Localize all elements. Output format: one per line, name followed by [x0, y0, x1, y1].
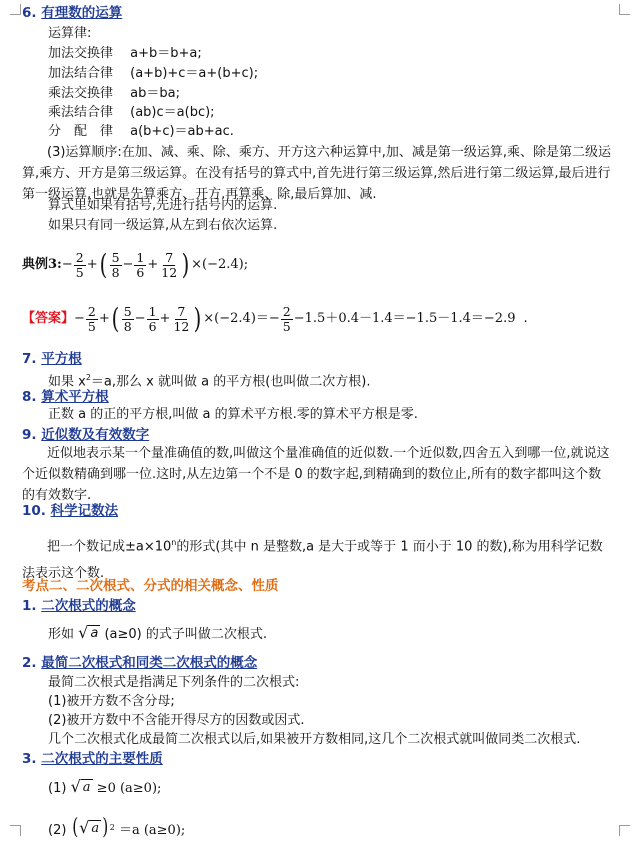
laws-label: 运算律:	[48, 26, 92, 41]
answer-tail: −1.5＋0.4－1.4＝−1.5－1.4＝−2.9	[293, 311, 516, 326]
law-formula: ab＝ba;	[130, 86, 180, 101]
law-row	[48, 85, 180, 103]
law-row	[48, 45, 202, 63]
section-title: 平方根	[41, 351, 82, 367]
example-3	[22, 248, 248, 282]
law-formula: (a+b)+c＝a+(b+c);	[130, 66, 259, 81]
law-formula: (ab)c＝a(bc);	[130, 105, 215, 120]
math-term: ×(−2.4)	[203, 311, 256, 326]
section-10-heading: 10. 科学记数法	[22, 503, 119, 519]
right-paren: )	[193, 302, 202, 335]
simplest-radical-heading: 2. 最简二次根式和同类二次根式的概念	[22, 655, 258, 671]
page-corner-mark	[619, 825, 630, 836]
section-6-heading	[22, 4, 122, 22]
sqrt-expression: √ a	[78, 623, 99, 642]
property-1: (1) √ a ≥0 (a≥0);	[48, 777, 162, 796]
law-row	[48, 123, 234, 141]
law-row	[48, 65, 258, 83]
scientific-notation-paragraph: 把一个数记成$\pm a\times 10^n$的形式(其中 n 是整数,a 是大于或等于 1 而小于 10 的数),称为用科学记数法表示这个数.	[22, 538, 603, 582]
math-sign: +	[159, 311, 171, 326]
section-9-heading: 9. 近似数及有效数字	[22, 427, 150, 443]
math-sign: ＝−	[255, 311, 280, 326]
math-end: .	[523, 311, 528, 326]
math-sign: −	[134, 311, 146, 326]
section-title: 近似数及有效数字	[41, 427, 150, 443]
section-title: 算术平方根	[41, 389, 109, 405]
page-corner-mark	[10, 825, 21, 836]
math-sign: +	[98, 311, 110, 326]
math-end: ;	[243, 257, 249, 272]
math-term: ×(−2.4)	[191, 257, 244, 272]
topic-2-heading: 考点二、二次根式、分式的相关概念、性质	[22, 578, 279, 594]
math-sign: −	[74, 311, 85, 326]
bracket-rule: 算式里如果有括号,先进行括号内的运算.	[48, 198, 278, 213]
law-formula: a+b＝b+a;	[130, 46, 202, 61]
law-name: 乘法交换律	[48, 86, 114, 101]
operation-order-paragraph: (3)运算顺序:在加、减、乘、除、乘方、开方这六种运算中,加、减是第一级运算,乘、除是第二级运算,乘方、开方是第三级运算。在没有括号的算式中,首先进行第三级运算,然后进行第二级运算,最后进行第一级运算,也就是先算乘方、开方,再算乘、除,最后算加、减.	[22, 145, 612, 202]
radical-properties-heading: 3. 二次根式的主要性质	[22, 751, 163, 767]
right-paren: )	[181, 248, 190, 281]
same-level-rule: 如果只有同一级运算,从左到右依次运算.	[48, 218, 278, 233]
fraction: $\frac{7}{12}$	[161, 249, 178, 280]
fraction: $\frac{5}{8}$	[111, 249, 120, 280]
law-row	[48, 104, 215, 122]
law-name: 乘法结合律	[48, 105, 114, 120]
answer-line	[22, 302, 528, 336]
answer-label: 【答案】	[22, 311, 75, 326]
section-7-heading: 7. 平方根	[22, 351, 82, 367]
law-name: 分 配 律	[48, 124, 114, 139]
example-label: 典例3:	[22, 257, 62, 272]
page-corner-mark	[10, 4, 21, 15]
fraction: $\frac{7}{12}$	[173, 303, 190, 334]
law-formula: a(b+c)＝ab+ac.	[130, 124, 234, 139]
left-paren: (	[99, 248, 107, 281]
condition-1: (1)被开方数不含分母;	[48, 694, 175, 709]
radical-concept-heading: 1. 二次根式的概念	[22, 598, 136, 614]
like-radicals-definition: 几个二次根式化成最简二次根式以后,如果被开方数相同,这几个二次根式就叫做同类二次根式.	[48, 732, 581, 747]
math-sign: −	[122, 257, 134, 272]
fraction: $\frac{2}{5}$	[75, 249, 84, 280]
property-2: (2) ( √ a ) 2 ＝a (a≥0);	[48, 815, 186, 840]
square-root-definition: 如果 $x^2=a$,那么 x 就叫做 a 的平方根(也叫做二次方根).	[48, 373, 371, 390]
law-name: 加法交换律	[48, 46, 114, 61]
section-number: 6.	[22, 5, 37, 21]
section-title: 二次根式的概念	[41, 598, 136, 614]
page-corner-mark	[619, 4, 630, 15]
approximation-paragraph: 近似地表示某一个量准确值的数,叫做这个量准确值的近似数.一个近似数,四舍五入到哪一位,就说这个近似数精确到哪一位.这时,从左边第一个不是 0 的数字起,到精确到的数位止,所有的数字都叫这个数的有效数字.	[22, 446, 610, 503]
math-sign: +	[86, 257, 98, 272]
fraction: $\frac{2}{5}$	[87, 303, 96, 334]
fraction: $\frac{2}{5}$	[282, 303, 291, 334]
condition-2: (2)被开方数中不含能开得尽方的因数或因式.	[48, 713, 305, 728]
arithmetic-root-definition: 正数 a 的正的平方根,叫做 a 的算术平方根.零的算术平方根是零.	[48, 407, 418, 422]
section-8-heading: 8. 算术平方根	[22, 389, 109, 405]
left-paren: (	[111, 302, 120, 335]
fraction: $\frac{1}{6}$	[148, 303, 157, 334]
radical-definition: 形如 √ a (a≥0) 的式子叫做二次根式.	[48, 623, 268, 642]
law-name: 加法结合律	[48, 66, 114, 81]
section-title: 有理数的运算	[41, 5, 123, 21]
math-sign: +	[147, 257, 159, 272]
section-title: 二次根式的主要性质	[41, 751, 163, 767]
simplest-radical-intro: 最简二次根式是指满足下列条件的二次根式:	[48, 675, 300, 690]
section-title: 最简二次根式和同类二次根式的概念	[41, 655, 258, 671]
section-title: 科学记数法	[50, 503, 119, 519]
fraction: $\frac{5}{8}$	[123, 303, 132, 334]
math-sign: −	[61, 257, 73, 272]
fraction: $\frac{1}{6}$	[136, 249, 145, 280]
sqrt-expression: √ a	[70, 777, 91, 796]
sqrt-expression: √ a	[79, 818, 100, 837]
